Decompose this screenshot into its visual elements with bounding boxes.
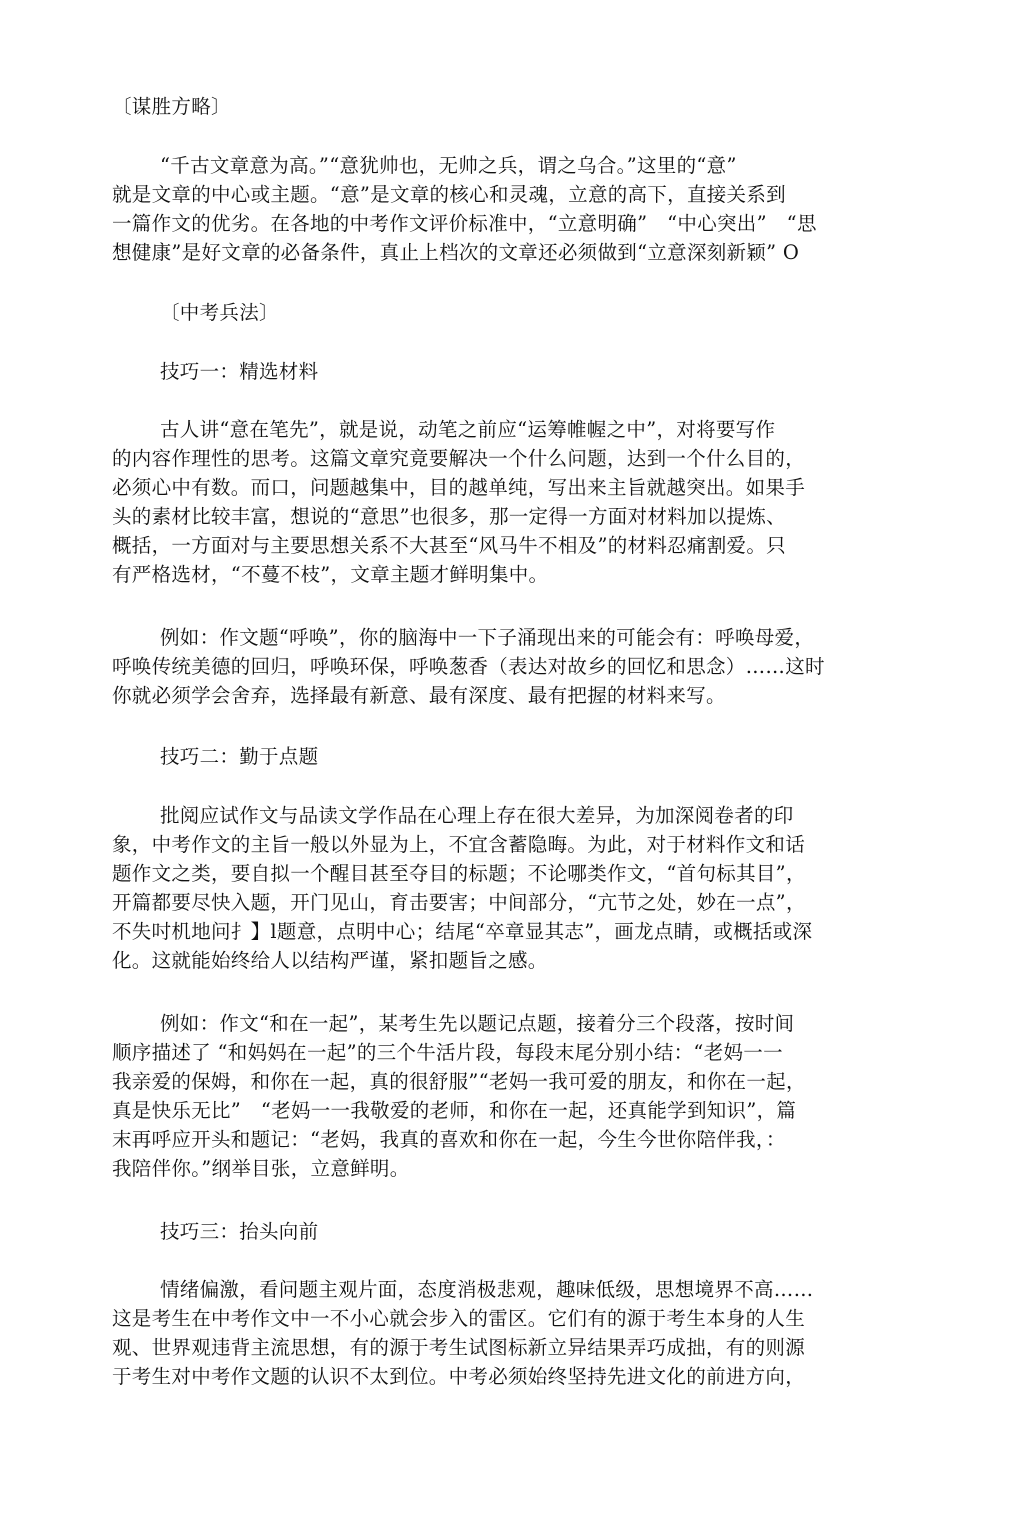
paragraph-line: 批阅应试作文与品读文学作品在心理上存在很大差异，为加深阅卷者的印 bbox=[160, 804, 794, 827]
paragraph-line: 开篇都要尽快入题，开门见山，育击要害；中间部分，“亢节之处，妙在一点”， bbox=[112, 891, 806, 914]
tip-heading-3-text: 技巧三：抬头向前 bbox=[160, 1220, 319, 1243]
paragraph-line: 就是文章的中心或主题。“意”是文章的核心和灵魂，立意的高下，直接关系到 bbox=[112, 183, 786, 206]
paragraph-line: 这是考生在中考作文中一不小心就会步入的雷区。它们有的源于考生本身的人生 bbox=[112, 1307, 806, 1330]
tip-heading-1 bbox=[160, 357, 318, 386]
paragraph-line: 想健康”是好文章的必备条件，真止上档次的文章还必须做到“立意深刻新颖” O bbox=[112, 241, 800, 264]
paragraph-line: 情绪偏激，看问题主观片面，态度消极悲观，趣味低级，思想境界不高…… bbox=[160, 1278, 814, 1301]
paragraph-line: 不失吋机地问扌】l题意，点明中心；结尾“卒章显其志”，画龙点睛，或概括或深 bbox=[112, 920, 813, 943]
paragraph-line: 头的素材比较丰富，想说的“意思”也很多，那一定得一方面对材料加以提炼、 bbox=[112, 505, 786, 528]
paragraph-line: 有严格选材，“不蔓不枝”，文章主题才鲜明集中。 bbox=[112, 563, 549, 586]
paragraph-example-2 bbox=[112, 1009, 806, 1183]
paragraph-line: 你就必须学会舍弃，选择最有新意、最有深度、最有把握的材料来写。 bbox=[112, 684, 726, 707]
paragraph-line: 题作文之类，要自拟一个醒目甚至夺目的标题；不论哪类作文，“首句标其目”， bbox=[112, 862, 806, 885]
paragraph-line: 末再呼应开头和题记：“老妈，我真的喜欢和你在一起，今生今世你陪伴我，： bbox=[112, 1128, 786, 1151]
paragraph-example-1 bbox=[112, 623, 825, 710]
paragraph-line: 象，中考作文的主旨一般以外显为上，不宜含蓄隐晦。为此，对于材料作文和话 bbox=[112, 833, 806, 856]
tip-heading-2-text: 技巧二：勤于点题 bbox=[160, 745, 319, 768]
section-heading-tactics-text: 〔中考兵法〕 bbox=[160, 301, 279, 324]
paragraph-line: 例如：作文题“呼唤”，你的脑海中一下子涌现出来的可能会有：呼唤母爱， bbox=[160, 626, 815, 649]
paragraph-look-forward bbox=[112, 1275, 813, 1391]
paragraph-line: “千古文章意为高。”“意犹帅也，无帅之兵，谓之乌合。”这里的“意” bbox=[160, 154, 737, 177]
paragraph-line: 顺序描述了 “和妈妈在一起”的三个牛活片段，每段末尾分别小结：“老妈一一 bbox=[112, 1041, 783, 1064]
paragraph-line: 我亲爱的保姆，和你在一起，真的很舒服”“老妈一我可爱的朋友，和你在一起， bbox=[112, 1070, 806, 1093]
paragraph-line: 概括，一方面对与主要思想关系不大甚至“风马牛不相及”的材料忍痛割爱。只 bbox=[112, 534, 786, 557]
paragraph-line: 真是快乐无比” “老妈一一我敬爱的老师，和你在一起，还真能学到知识”，篇 bbox=[112, 1099, 797, 1122]
paragraph-intro bbox=[112, 151, 817, 267]
paragraph-material-selection bbox=[112, 415, 805, 589]
paragraph-line: 于考生对中考作文题的认识不太到位。中考必须始终坚持先进文化的前进方向， bbox=[112, 1365, 806, 1388]
tip-heading-1-text: 技巧一：精选材料 bbox=[160, 360, 319, 383]
paragraph-line: 观、世界观违背主流思想，有的源于考生试图标新立异结果弄巧成拙，有的则源 bbox=[112, 1336, 806, 1359]
paragraph-line: 我陪伴你。”纲举目张，立意鲜明。 bbox=[112, 1157, 410, 1180]
paragraph-point-topic bbox=[112, 801, 812, 975]
paragraph-line: 化。这就能始终给人以结构严谨，紧扣题旨之感。 bbox=[112, 949, 548, 972]
paragraph-line: 必须心中有数。而口，问题越集中，目的越单纯，写出来主旨就越突出。如果手 bbox=[112, 476, 806, 499]
paragraph-line: 呼唤传统美德的回归，呼唤环保，呼唤葱香（表达对故乡的回忆和思念）……这时 bbox=[112, 655, 825, 678]
section-heading-strategy bbox=[112, 92, 231, 121]
paragraph-line: 的内容作理性的思考。这篇文章究竟要解决一个什么问题，达到一个什么目的， bbox=[112, 447, 806, 470]
tip-heading-3 bbox=[160, 1217, 318, 1246]
tip-heading-2 bbox=[160, 742, 318, 771]
section-heading-tactics bbox=[160, 298, 279, 327]
paragraph-line: 古人讲“意在笔先”，就是说，动笔之前应“运筹帷幄之中”，对将要写作 bbox=[160, 418, 776, 441]
paragraph-line: 一篇作文的优劣。在各地的中考作文评价标准中，“立意明确” “中心突出” “思 bbox=[112, 212, 817, 235]
paragraph-line: 例如：作文“和在一起”，某考生先以题记点题，接着分三个段落，按时间 bbox=[160, 1012, 795, 1035]
section-heading-strategy-text: 〔谋胜方略〕 bbox=[112, 95, 231, 118]
